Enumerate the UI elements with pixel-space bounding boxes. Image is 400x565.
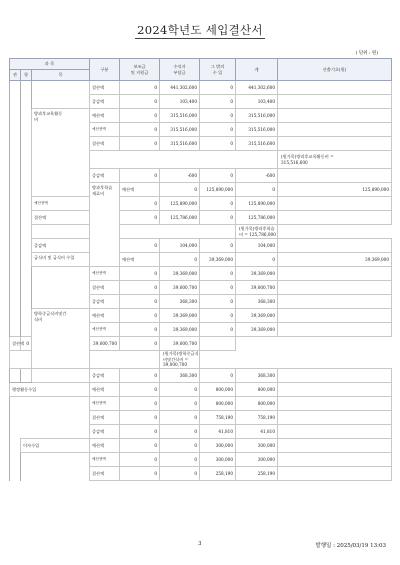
table-row: 예산현액 0 315,516,000 0 315,516,000 <box>10 123 392 137</box>
unit-label: ( 단위 : 원) <box>355 51 378 56</box>
note-3: (원가목)방학중급식비및간식비 = 39,000,700 <box>160 351 200 369</box>
hang-cell <box>21 81 32 337</box>
header-etc: 그 밖의 수 입 <box>200 59 236 81</box>
note-2: (원가목)방과후학습비 = 125,786,000 <box>236 225 278 239</box>
document-title: 2024학년도 세입결산서 <box>137 23 263 37</box>
table-row: 증감액 0 103,400 0 103,400 <box>10 95 392 109</box>
table-row: 결산액 0 125,786,000 0 125,786,000 <box>10 211 392 225</box>
note-1: (원가목)방과후교육활동비 = 315,516,600 <box>278 151 392 169</box>
table-row: 결산액 0 441,302,600 0 441,302,600 <box>10 81 392 95</box>
table-row: 급식비 및 급식비 수입 예산액 0 39,369,000 0 39,369,000 <box>10 253 392 267</box>
hang-hakgeup: 급식비 및 급식비 수입 <box>32 253 90 267</box>
mok-gunsik: 방학중급식비및간 식비 <box>32 309 90 369</box>
table-row: 이자수입 예산액 0 0 300,000 300,000 <box>10 439 392 453</box>
header-gwan: 관 <box>10 70 21 81</box>
table-row: 예산현액 0 39,369,000 0 39,369,000 <box>10 323 392 337</box>
header-section: 과 목 <box>10 59 90 70</box>
table-row: 예산현액 0 39,369,000 0 39,369,000 <box>10 267 392 281</box>
table-row: 방학중급식비및간 식비 예산액 0 39,369,000 0 39,369,000 <box>10 309 392 323</box>
gwan-haengjeong: 행정활동수입 <box>10 383 90 397</box>
mok-banggwahu: 방과후교육활동 비 <box>32 109 90 197</box>
table-row: 증감액 0 368,300 0 368,300 <box>10 295 392 309</box>
mok-suhak: 방과후학습 재료비 <box>90 183 120 267</box>
issue-date: 발행일 : 2025/03/19 13:03 <box>315 543 386 549</box>
gubun-cell: 결산액 <box>90 81 120 95</box>
header-hang: 항 <box>21 70 32 81</box>
note-row <box>10 351 392 369</box>
header-bojo: 보조금 및 지원금 <box>120 59 160 81</box>
header-gubun: 구분 <box>90 59 120 81</box>
table-row: 결산액 0 39,000,700 0 39,000,700 <box>10 281 392 295</box>
table-row: 결산액 0 39,000,700 0 39,000,700 <box>10 337 392 351</box>
hang-ija: 이자수입 <box>21 439 90 453</box>
table-row: 예산현액 0 0 300,000 300,000 <box>10 453 392 467</box>
table-row: 행정활동수입 예산액 0 0 800,000 800,000 <box>10 383 392 397</box>
header-total: 계 <box>236 59 278 81</box>
page-number: 3 <box>198 541 202 547</box>
table-row: 증감액 0 0 41,810 41,810 <box>10 425 392 439</box>
table-row: 증감액 0 368,300 0 368,300 <box>10 369 392 383</box>
revenue-table <box>9 58 392 481</box>
header-desc: 산출기초(원) <box>278 59 392 81</box>
table-row: 증감액 0 -600 0 -600 <box>10 169 392 183</box>
table-row: 방과후학습 재료비 예산액 0 125,890,000 0 125,890,000 <box>10 183 392 197</box>
table-row: 증감액 0 104,000 0 104,000 <box>10 239 392 253</box>
header-mok: 목 <box>32 70 90 81</box>
table-row: 방과후교육활동 비 예산액 0 315,516,000 0 315,516,000 <box>10 109 392 123</box>
table-row: 결산액 0 0 758,190 758,190 <box>10 411 392 425</box>
note-row <box>10 225 392 239</box>
table-row: 결산액 0 315,516,600 0 315,516,600 <box>10 137 392 151</box>
table-row: 예산현액 0 125,890,000 0 125,890,000 <box>10 197 392 211</box>
table-row: 예산현액 0 0 800,000 800,000 <box>10 397 392 411</box>
table-header <box>10 59 392 81</box>
table-row: 결산액 0 0 258,190 258,190 <box>10 467 392 481</box>
gwan-cell <box>10 81 21 337</box>
header-suik: 수익자 부담금 <box>160 59 200 81</box>
